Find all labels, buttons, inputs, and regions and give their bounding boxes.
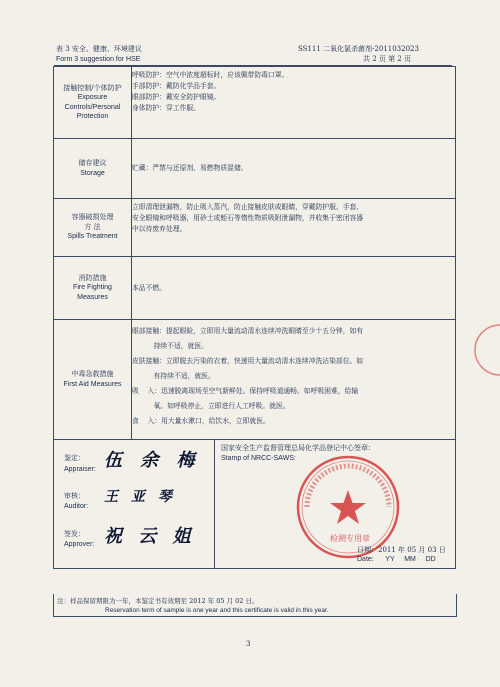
table-row-spills: [54, 199, 456, 257]
label-en: Storage: [80, 169, 105, 177]
content-line: 安全眼镜和呼吸器，用砂土或蛭石等惰性物质吸附泄漏物，并收集于密闭容器: [132, 214, 364, 222]
approver-label-cn: 签发：: [64, 530, 85, 538]
approver-signature: 祝 云 姐: [104, 526, 196, 547]
auditor-signature: 王 亚 琴: [104, 489, 176, 505]
content-line: 手部防护：戴防化学品手套。: [132, 82, 221, 90]
content-line: 吸 入：迅速脱离现场至空气新鲜处。保持呼吸道通畅。如呼吸困难，给输: [132, 387, 359, 395]
content-line: 立即清理泄漏物，防止吸入蒸汽，防止接触皮肤或眼睛，穿戴防护服、手套、: [132, 203, 364, 211]
label-cn: 接触控制/个体防护: [63, 83, 122, 92]
stamp-title-cn: 国家安全生产监督管理总局化学品登记中心签章：: [221, 444, 375, 452]
seal-star: [330, 490, 366, 524]
label-en: Protection: [76, 113, 109, 120]
content-line: 眼部防护：戴安全防护眼镜。: [132, 93, 221, 101]
label-cn: 储存建议: [78, 159, 107, 167]
footer-box: [53, 594, 457, 617]
row-content: [132, 199, 456, 257]
row-content: [132, 139, 456, 199]
auditor-label-cn: 审核：: [64, 492, 85, 500]
content-line: 持续不适，就医。: [132, 342, 208, 350]
form-title-cn: 表 3 安全、健康、环境建议: [56, 45, 142, 53]
label-en: Fire Fighting: [73, 284, 112, 292]
content-line: 食 入：用大量水漱口，给饮水，立即就医。: [132, 417, 270, 425]
appraiser-label-cn: 鉴定：: [64, 454, 85, 462]
validity-note-cn: 注：样品保留期限为一年，本鉴定书有效期至 2012 年 05 月 02 日。: [57, 597, 259, 605]
stamp-title-en: Stamp of NRCC-SAWS:: [221, 455, 296, 462]
content-line: 眼部接触：提起眼睑，立即用大量流动清水连续冲洗眼睛至少十五分钟，如有: [132, 327, 364, 335]
content-line: 身体防护：穿工作服。: [132, 104, 200, 112]
row-label: [54, 139, 132, 199]
label-en: First Aid Measures: [63, 380, 122, 388]
label-cn: 中毒急救措施: [71, 370, 114, 378]
content-line: 本品不燃。: [132, 283, 166, 292]
appraiser-signature: 伍 余 梅: [104, 450, 201, 471]
row-content: [132, 320, 456, 440]
row-label: [54, 67, 132, 139]
date-cn: 日期：2011 年 05 月 03 日: [357, 546, 446, 554]
content-line: 贮藏：严禁与还原剂、易燃物质混储。: [132, 164, 248, 172]
content-line: 呼吸防护：空气中浓度超标时，应该佩带防毒口罩。: [132, 71, 289, 79]
validity-note-en: Reservation term of sample is one year and this certificate is valid in this year.: [105, 607, 329, 614]
table-row-fire: [54, 257, 456, 320]
label-en: Measures: [77, 293, 108, 301]
content-line: 皮肤接触：立即脱去污染的衣着，快速用大量流动清水连续冲洗沾染部位。如: [132, 357, 364, 365]
table-row-signatures: [54, 440, 456, 569]
row-content: [132, 67, 456, 139]
document-code: SS111 二氧化氯杀菌剂-2011032023: [298, 45, 419, 53]
table-row-storage: [54, 139, 456, 199]
row-label: [54, 320, 132, 440]
appraiser-label-en: Appraiser:: [64, 466, 96, 473]
label-cn: 方 法: [84, 222, 101, 231]
page-number: 3: [246, 640, 251, 648]
content-line: 中以待废弃处理。: [132, 225, 187, 233]
label-en: Spills Treatment: [67, 233, 118, 241]
approver-label-en: Approver:: [64, 541, 95, 548]
content-line: 氧。如呼吸停止，立即进行人工呼吸。就医。: [132, 402, 290, 410]
label-cn: 消防措施: [78, 273, 107, 282]
row-label: [54, 199, 132, 257]
stamp-block: [215, 440, 456, 568]
hse-table: [53, 66, 456, 569]
row-label: [54, 257, 132, 320]
date-en: Date: YY MM DD: [357, 556, 436, 563]
form-title-en: Form 3 suggestion for HSE: [56, 56, 141, 63]
row-content: [132, 257, 456, 320]
content-line: 有持续不适，就医。: [132, 372, 215, 380]
label-en: Controls/Personal: [64, 103, 121, 111]
auditor-label-en: Auditor:: [64, 503, 89, 510]
signature-row: [54, 440, 456, 569]
page-count: 共 2 页 第 2 页: [363, 55, 412, 63]
seal-text: 检测专用章: [330, 534, 370, 543]
label-cn: 容器破损处理: [71, 213, 114, 222]
label-en: Exposure: [77, 94, 108, 101]
edge-seal-fragment: [470, 320, 500, 380]
table-row-exposure: [54, 67, 456, 139]
signature-block: [54, 440, 215, 568]
table-row-first-aid: [54, 320, 456, 440]
